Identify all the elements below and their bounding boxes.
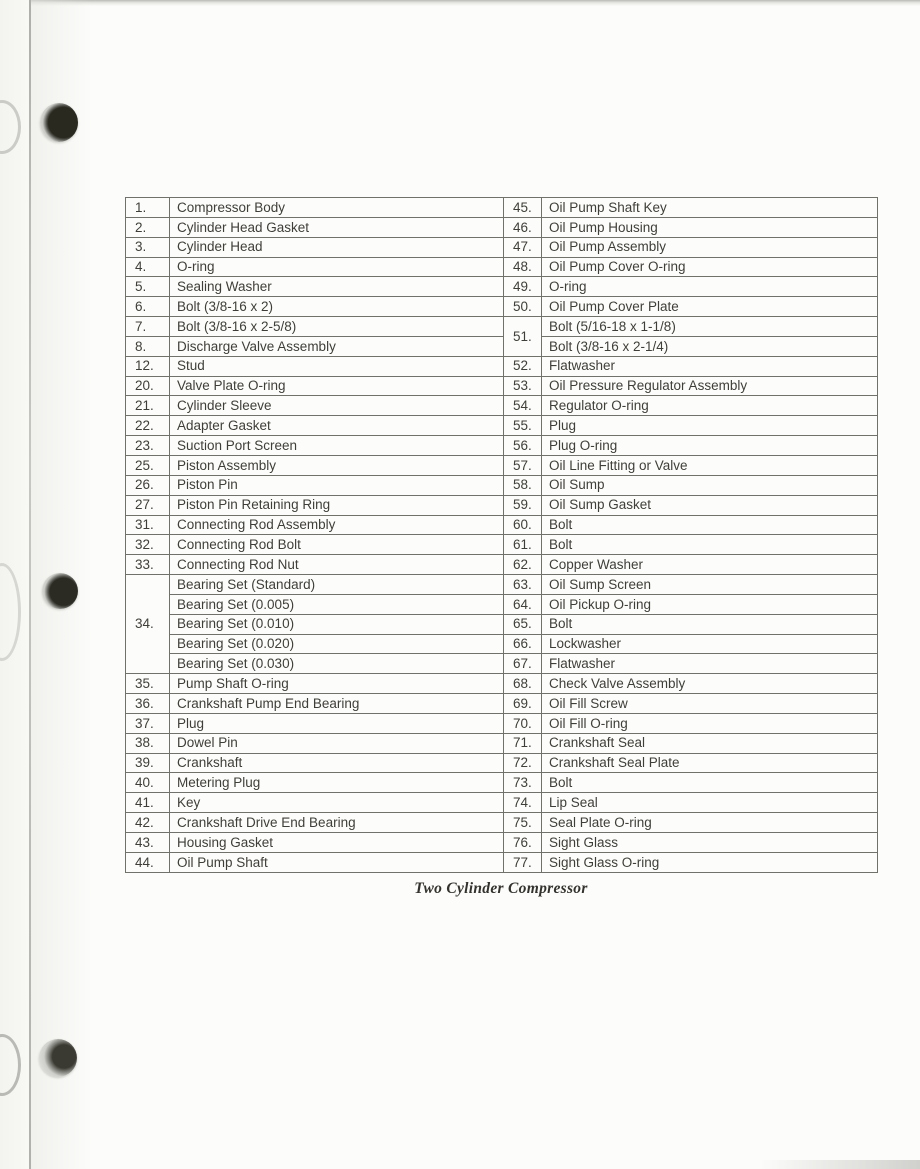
part-description-cell: Flatwasher	[542, 356, 878, 376]
part-description-cell: Cylinder Head	[170, 237, 504, 257]
part-number-cell: 6.	[126, 297, 170, 317]
part-number-cell: 74.	[504, 793, 542, 813]
part-description-cell: Oil Pump Assembly	[542, 237, 878, 257]
part-description-cell: Crankshaft Seal	[542, 733, 878, 753]
part-description-cell: Connecting Rod Assembly	[170, 515, 504, 535]
part-number-cell: 2.	[126, 217, 170, 237]
part-description-cell: Oil Pressure Regulator Assembly	[542, 376, 878, 396]
part-number-cell: 63.	[504, 575, 542, 595]
part-number-cell: 60.	[504, 515, 542, 535]
part-description-cell: Bearing Set (0.010)	[170, 614, 504, 634]
part-number-cell: 20.	[126, 376, 170, 396]
part-description-cell: Copper Washer	[542, 555, 878, 575]
table-row	[126, 376, 878, 396]
part-description-cell: Cylinder Head Gasket	[170, 217, 504, 237]
part-description-cell: Adapter Gasket	[170, 416, 504, 436]
table-row	[126, 594, 878, 614]
part-description-cell: Oil Pump Shaft	[170, 852, 504, 872]
part-number-cell: 76.	[504, 833, 542, 853]
part-number-cell: 44.	[126, 852, 170, 872]
part-description-cell: Suction Port Screen	[170, 436, 504, 456]
part-description-cell: Piston Pin	[170, 475, 504, 495]
part-number-cell: 43.	[126, 833, 170, 853]
parts-table	[125, 197, 878, 873]
part-number-cell: 8.	[126, 336, 170, 356]
part-description-cell: Bolt (3/8-16 x 2)	[170, 297, 504, 317]
part-description-cell: Dowel Pin	[170, 733, 504, 753]
part-number-cell: 51.	[504, 317, 542, 357]
table-row	[126, 535, 878, 555]
part-description-cell: Oil Sump Screen	[542, 575, 878, 595]
part-number-cell: 26.	[126, 475, 170, 495]
part-number-cell: 57.	[504, 455, 542, 475]
part-description-cell: O-ring	[542, 277, 878, 297]
part-description-cell: O-ring	[170, 257, 504, 277]
table-row	[126, 237, 878, 257]
part-number-cell: 50.	[504, 297, 542, 317]
table-row	[126, 674, 878, 694]
part-number-cell: 46.	[504, 217, 542, 237]
part-number-cell: 35.	[126, 674, 170, 694]
part-number-cell: 71.	[504, 733, 542, 753]
part-number-cell: 53.	[504, 376, 542, 396]
part-number-cell: 23.	[126, 436, 170, 456]
scan-top-edge	[0, 0, 920, 6]
table-row	[126, 297, 878, 317]
part-number-cell: 42.	[126, 813, 170, 833]
part-description-cell: Oil Pump Housing	[542, 217, 878, 237]
part-number-cell: 64.	[504, 594, 542, 614]
table-row	[126, 217, 878, 237]
part-description-cell: Sight Glass	[542, 833, 878, 853]
table-row	[126, 694, 878, 714]
punch-hole	[39, 1039, 77, 1077]
table-row	[126, 396, 878, 416]
part-description-cell: Bearing Set (0.030)	[170, 654, 504, 674]
part-description-cell: Key	[170, 793, 504, 813]
part-description-cell: Oil Sump Gasket	[542, 495, 878, 515]
part-number-cell: 40.	[126, 773, 170, 793]
part-number-cell: 39.	[126, 753, 170, 773]
parts-table-body	[126, 198, 878, 873]
table-row	[126, 753, 878, 773]
table-row	[126, 317, 878, 337]
part-number-cell: 45.	[504, 198, 542, 218]
part-description-cell: Plug	[542, 416, 878, 436]
part-description-cell: Valve Plate O-ring	[170, 376, 504, 396]
part-number-cell: 36.	[126, 694, 170, 714]
part-number-cell: 47.	[504, 237, 542, 257]
part-number-cell: 56.	[504, 436, 542, 456]
table-row	[126, 436, 878, 456]
part-number-cell: 21.	[126, 396, 170, 416]
part-description-cell: Bearing Set (0.005)	[170, 594, 504, 614]
part-description-cell: Stud	[170, 356, 504, 376]
table-row	[126, 555, 878, 575]
part-number-cell: 68.	[504, 674, 542, 694]
part-description-cell: Oil Sump	[542, 475, 878, 495]
part-description-cell: Flatwasher	[542, 654, 878, 674]
part-description-cell: Crankshaft Pump End Bearing	[170, 694, 504, 714]
part-description-cell: Housing Gasket	[170, 833, 504, 853]
table-row	[126, 257, 878, 277]
part-description-cell: Bolt (5/16-18 x 1-1/8)	[542, 317, 878, 337]
part-description-cell: Sight Glass O-ring	[542, 852, 878, 872]
part-number-cell: 52.	[504, 356, 542, 376]
part-number-cell: 41.	[126, 793, 170, 813]
table-row	[126, 198, 878, 218]
table-row	[126, 813, 878, 833]
part-number-cell: 55.	[504, 416, 542, 436]
table-row	[126, 733, 878, 753]
table-row	[126, 793, 878, 813]
part-number-cell: 4.	[126, 257, 170, 277]
part-description-cell: Lip Seal	[542, 793, 878, 813]
part-description-cell: Crankshaft Drive End Bearing	[170, 813, 504, 833]
part-description-cell: Lockwasher	[542, 634, 878, 654]
punch-hole	[42, 573, 78, 609]
part-description-cell: Metering Plug	[170, 773, 504, 793]
part-number-cell: 69.	[504, 694, 542, 714]
part-number-cell: 48.	[504, 257, 542, 277]
part-number-cell: 12.	[126, 356, 170, 376]
part-number-cell: 25.	[126, 455, 170, 475]
table-row	[126, 336, 878, 356]
table-row	[126, 654, 878, 674]
parts-list-section	[125, 197, 877, 898]
part-number-cell: 1.	[126, 198, 170, 218]
part-description-cell: Oil Pump Shaft Key	[542, 198, 878, 218]
scan-bottom-shade	[760, 1160, 920, 1169]
part-number-cell: 7.	[126, 317, 170, 337]
part-description-cell: Bolt	[542, 535, 878, 555]
part-number-cell: 54.	[504, 396, 542, 416]
part-description-cell: Bolt	[542, 773, 878, 793]
part-number-cell: 65.	[504, 614, 542, 634]
part-number-cell: 5.	[126, 277, 170, 297]
part-description-cell: Bolt	[542, 614, 878, 634]
part-number-cell: 3.	[126, 237, 170, 257]
part-number-cell: 27.	[126, 495, 170, 515]
part-number-cell: 34.	[126, 575, 170, 674]
part-description-cell: Plug O-ring	[542, 436, 878, 456]
punch-hole	[40, 103, 78, 142]
part-number-cell: 59.	[504, 495, 542, 515]
part-description-cell: Piston Assembly	[170, 455, 504, 475]
part-description-cell: Plug	[170, 713, 504, 733]
part-number-cell: 61.	[504, 535, 542, 555]
table-row	[126, 773, 878, 793]
part-description-cell: Bolt (3/8-16 x 2-5/8)	[170, 317, 504, 337]
part-number-cell: 37.	[126, 713, 170, 733]
part-description-cell: Sealing Washer	[170, 277, 504, 297]
part-description-cell: Crankshaft	[170, 753, 504, 773]
part-description-cell: Seal Plate O-ring	[542, 813, 878, 833]
table-row	[126, 356, 878, 376]
part-number-cell: 32.	[126, 535, 170, 555]
table-caption: Two Cylinder Compressor	[414, 880, 588, 897]
part-description-cell: Piston Pin Retaining Ring	[170, 495, 504, 515]
part-description-cell: Connecting Rod Nut	[170, 555, 504, 575]
table-row	[126, 475, 878, 495]
table-row	[126, 852, 878, 872]
part-description-cell: Oil Pump Cover O-ring	[542, 257, 878, 277]
table-row	[126, 495, 878, 515]
part-description-cell: Oil Pump Cover Plate	[542, 297, 878, 317]
part-description-cell: Bearing Set (0.020)	[170, 634, 504, 654]
table-row	[126, 833, 878, 853]
part-description-cell: Bearing Set (Standard)	[170, 575, 504, 595]
part-number-cell: 62.	[504, 555, 542, 575]
part-number-cell: 31.	[126, 515, 170, 535]
part-number-cell: 67.	[504, 654, 542, 674]
part-description-cell: Check Valve Assembly	[542, 674, 878, 694]
table-row	[126, 634, 878, 654]
part-description-cell: Compressor Body	[170, 198, 504, 218]
part-description-cell: Cylinder Sleeve	[170, 396, 504, 416]
table-row	[126, 614, 878, 634]
part-number-cell: 72.	[504, 753, 542, 773]
part-description-cell: Connecting Rod Bolt	[170, 535, 504, 555]
part-description-cell: Regulator O-ring	[542, 396, 878, 416]
table-row	[126, 277, 878, 297]
part-description-cell: Oil Line Fitting or Valve	[542, 455, 878, 475]
part-number-cell: 58.	[504, 475, 542, 495]
table-row	[126, 515, 878, 535]
table-row	[126, 455, 878, 475]
part-description-cell: Oil Fill O-ring	[542, 713, 878, 733]
part-description-cell: Bolt	[542, 515, 878, 535]
part-number-cell: 22.	[126, 416, 170, 436]
part-description-cell: Oil Fill Screw	[542, 694, 878, 714]
part-description-cell: Oil Pickup O-ring	[542, 594, 878, 614]
part-number-cell: 70.	[504, 713, 542, 733]
part-description-cell: Discharge Valve Assembly	[170, 336, 504, 356]
table-row	[126, 713, 878, 733]
part-description-cell: Pump Shaft O-ring	[170, 674, 504, 694]
table-row	[126, 575, 878, 595]
part-number-cell: 38.	[126, 733, 170, 753]
part-number-cell: 66.	[504, 634, 542, 654]
part-number-cell: 77.	[504, 852, 542, 872]
part-description-cell: Bolt (3/8-16 x 2-1/4)	[542, 336, 878, 356]
table-row	[126, 416, 878, 436]
part-description-cell: Crankshaft Seal Plate	[542, 753, 878, 773]
part-number-cell: 33.	[126, 555, 170, 575]
part-number-cell: 49.	[504, 277, 542, 297]
part-number-cell: 75.	[504, 813, 542, 833]
part-number-cell: 73.	[504, 773, 542, 793]
